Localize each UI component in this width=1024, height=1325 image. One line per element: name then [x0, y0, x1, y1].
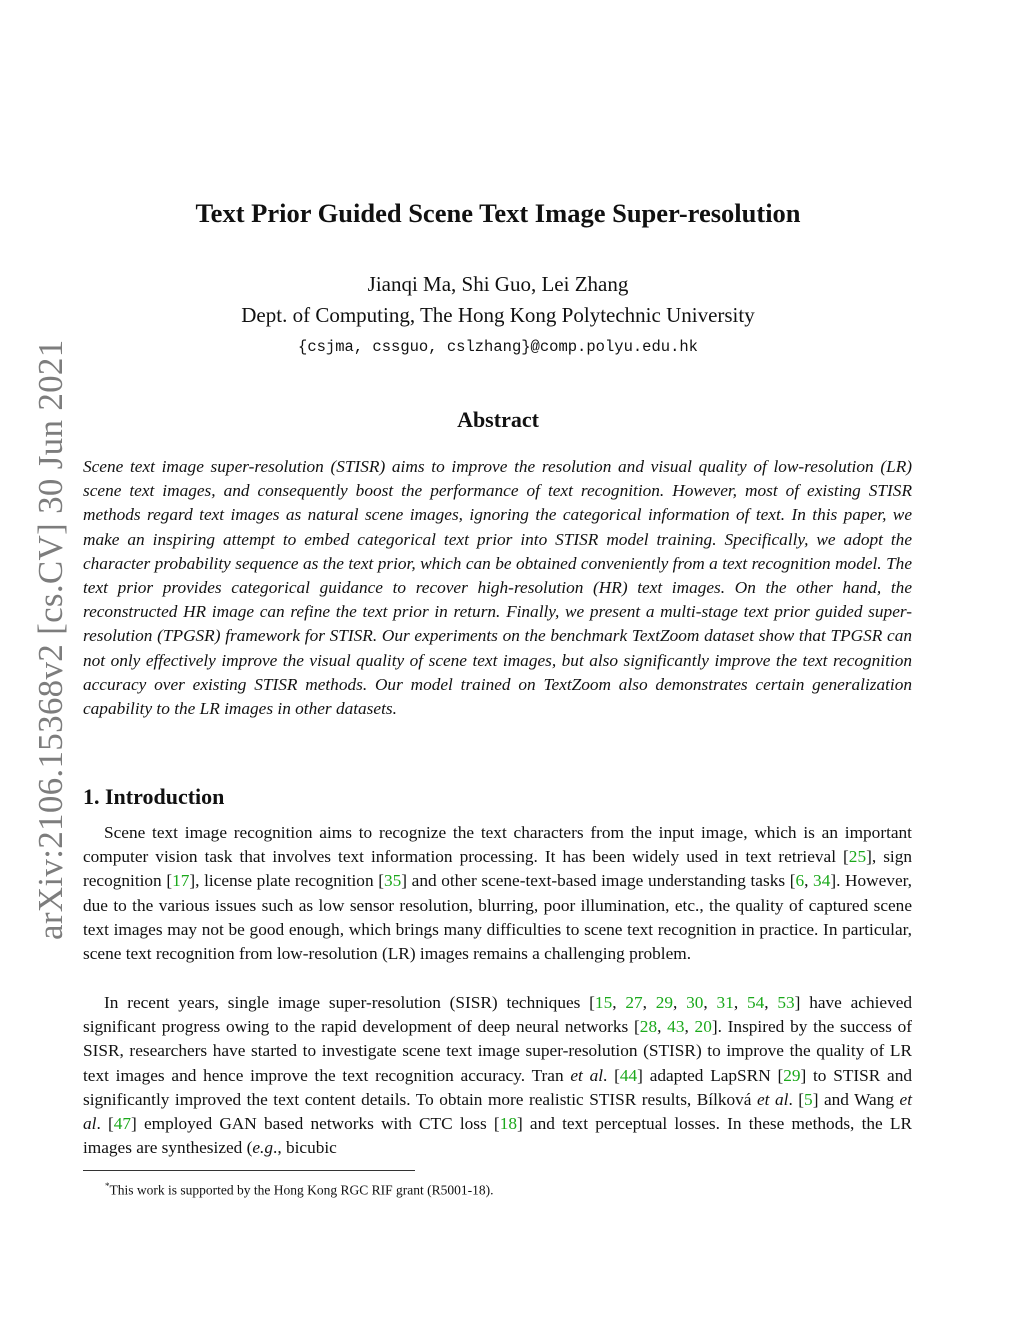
intro-paragraph-1: Scene text image recognition aims to recognize the text characters from the input image, which is an important computer vision task that involves text information processing. It has been widely used in text retrieval [25], sign recognition [17], license plate recognition [35] and other scene-text-based image understanding tasks [6, 34]. However, due to the various issues such as low sensor resolution, blurring, poor illumination, etc., the quality of captured scene text images may not be good enough, which brings many difficulties to scene text recognition in practice. In particular, scene text recognition from low-resolution (LR) images remains a challenging problem.	[83, 823, 913, 964]
citation-link[interactable]: 29	[655, 993, 674, 1012]
citation-link[interactable]: 5	[804, 1089, 813, 1109]
footnote	[105, 1176, 493, 1201]
affiliation: Dept. of Computing, The Hong Kong Polytechnic University	[241, 303, 755, 327]
citation-link[interactable]: 31	[716, 993, 734, 1012]
author-email[interactable]: {csjma, cssguo, cslzhang}@comp.polyu.edu.hk	[298, 338, 698, 356]
citation-link[interactable]: 35	[383, 871, 402, 891]
citation-link[interactable]: 27	[625, 993, 643, 1012]
citation-link[interactable]: 15	[594, 993, 613, 1012]
citation-link[interactable]: 20	[694, 1017, 712, 1037]
intro-paragraph-2: In recent years, single image super-resolution (SISR) techniques [15, 27, 29, 30, 31, 54, 53] have achieved significant progress owing to the rapid development of deep neural networks [28, 43, 20]. Inspired by the success of SISR, researchers have started to investigate scene text image super-resolution (STISR) to improve the quality of LR text images and hence improve the text recognition accuracy. Tran et al. [44] adapted LapSRN [29] to STISR and significantly improved the text content details. To obtain more realistic STISR results, Bílková et al. [5] and Wang et al. [47] employed GAN based networks with CTC loss [18] and text perceptual losses. In these methods, the LR images are synthesized (e.g., bicubic	[83, 993, 913, 1158]
footnote-divider	[83, 1170, 415, 1171]
arxiv-watermark: arXiv:2106.15368v2 [cs.CV] 30 Jun 2021	[31, 339, 70, 940]
abstract-heading: Abstract	[457, 407, 539, 432]
citation-link[interactable]: 30	[686, 993, 704, 1012]
citation-link[interactable]: 34	[813, 871, 831, 891]
citation-link[interactable]: 17	[172, 871, 190, 891]
author-list: Jianqi Ma, Shi Guo, Lei Zhang	[367, 272, 629, 296]
abstract-text: Scene text image super-resolution (STISR) aims to improve the resolution and visual quality of low-resolution (LR) scene text images, and consequently boost the performance of text recognition. However, most of existing STISR methods regard text images as natural scene images, ignoring the categorical information of text. In this paper, we make an inspiring attempt to embed categorical text prior into STISR model training. Specifically, we adopt the character probability sequence as the text prior, which can be obtained conveniently from a text recognition model. The text prior provides categorical guidance to recover high-resolution (HR) text images. On the other hand, the reconstructed HR image can refine the text prior in return. Finally, we present a multi-stage text prior guided super-resolution (TPGSR) framework for STISR. Our experiments on the benchmark TextZoom dataset show that TPGSR can not only effectively improve the visual quality of scene text images, but also significantly improve the text recognition accuracy over existing STISR methods. Our model trained on TextZoom also demonstrates certain generalization capability to the LR images in other datasets.	[83, 457, 912, 719]
citation-link[interactable]: 25	[848, 847, 867, 867]
citation-link[interactable]: 44	[619, 1065, 638, 1085]
citation-link[interactable]: 54	[746, 993, 765, 1012]
citation-link[interactable]: 6	[795, 871, 805, 891]
paper-title: Text Prior Guided Scene Text Image Super-resolution	[195, 198, 801, 228]
introduction-heading: 1. Introduction	[83, 784, 225, 809]
citation-link[interactable]: 43	[667, 1017, 685, 1037]
citation-link[interactable]: 53	[777, 993, 795, 1012]
footnote-text: This work is supported by the Hong Kong RGC RIF grant (R5001-18).	[109, 1182, 494, 1198]
citation-link[interactable]: 28	[639, 1017, 658, 1037]
citation-link[interactable]: 29	[783, 1065, 801, 1085]
footnote-mark: *	[105, 1181, 110, 1191]
citation-link[interactable]: 47	[113, 1114, 132, 1134]
citation-link[interactable]: 18	[499, 1114, 517, 1134]
